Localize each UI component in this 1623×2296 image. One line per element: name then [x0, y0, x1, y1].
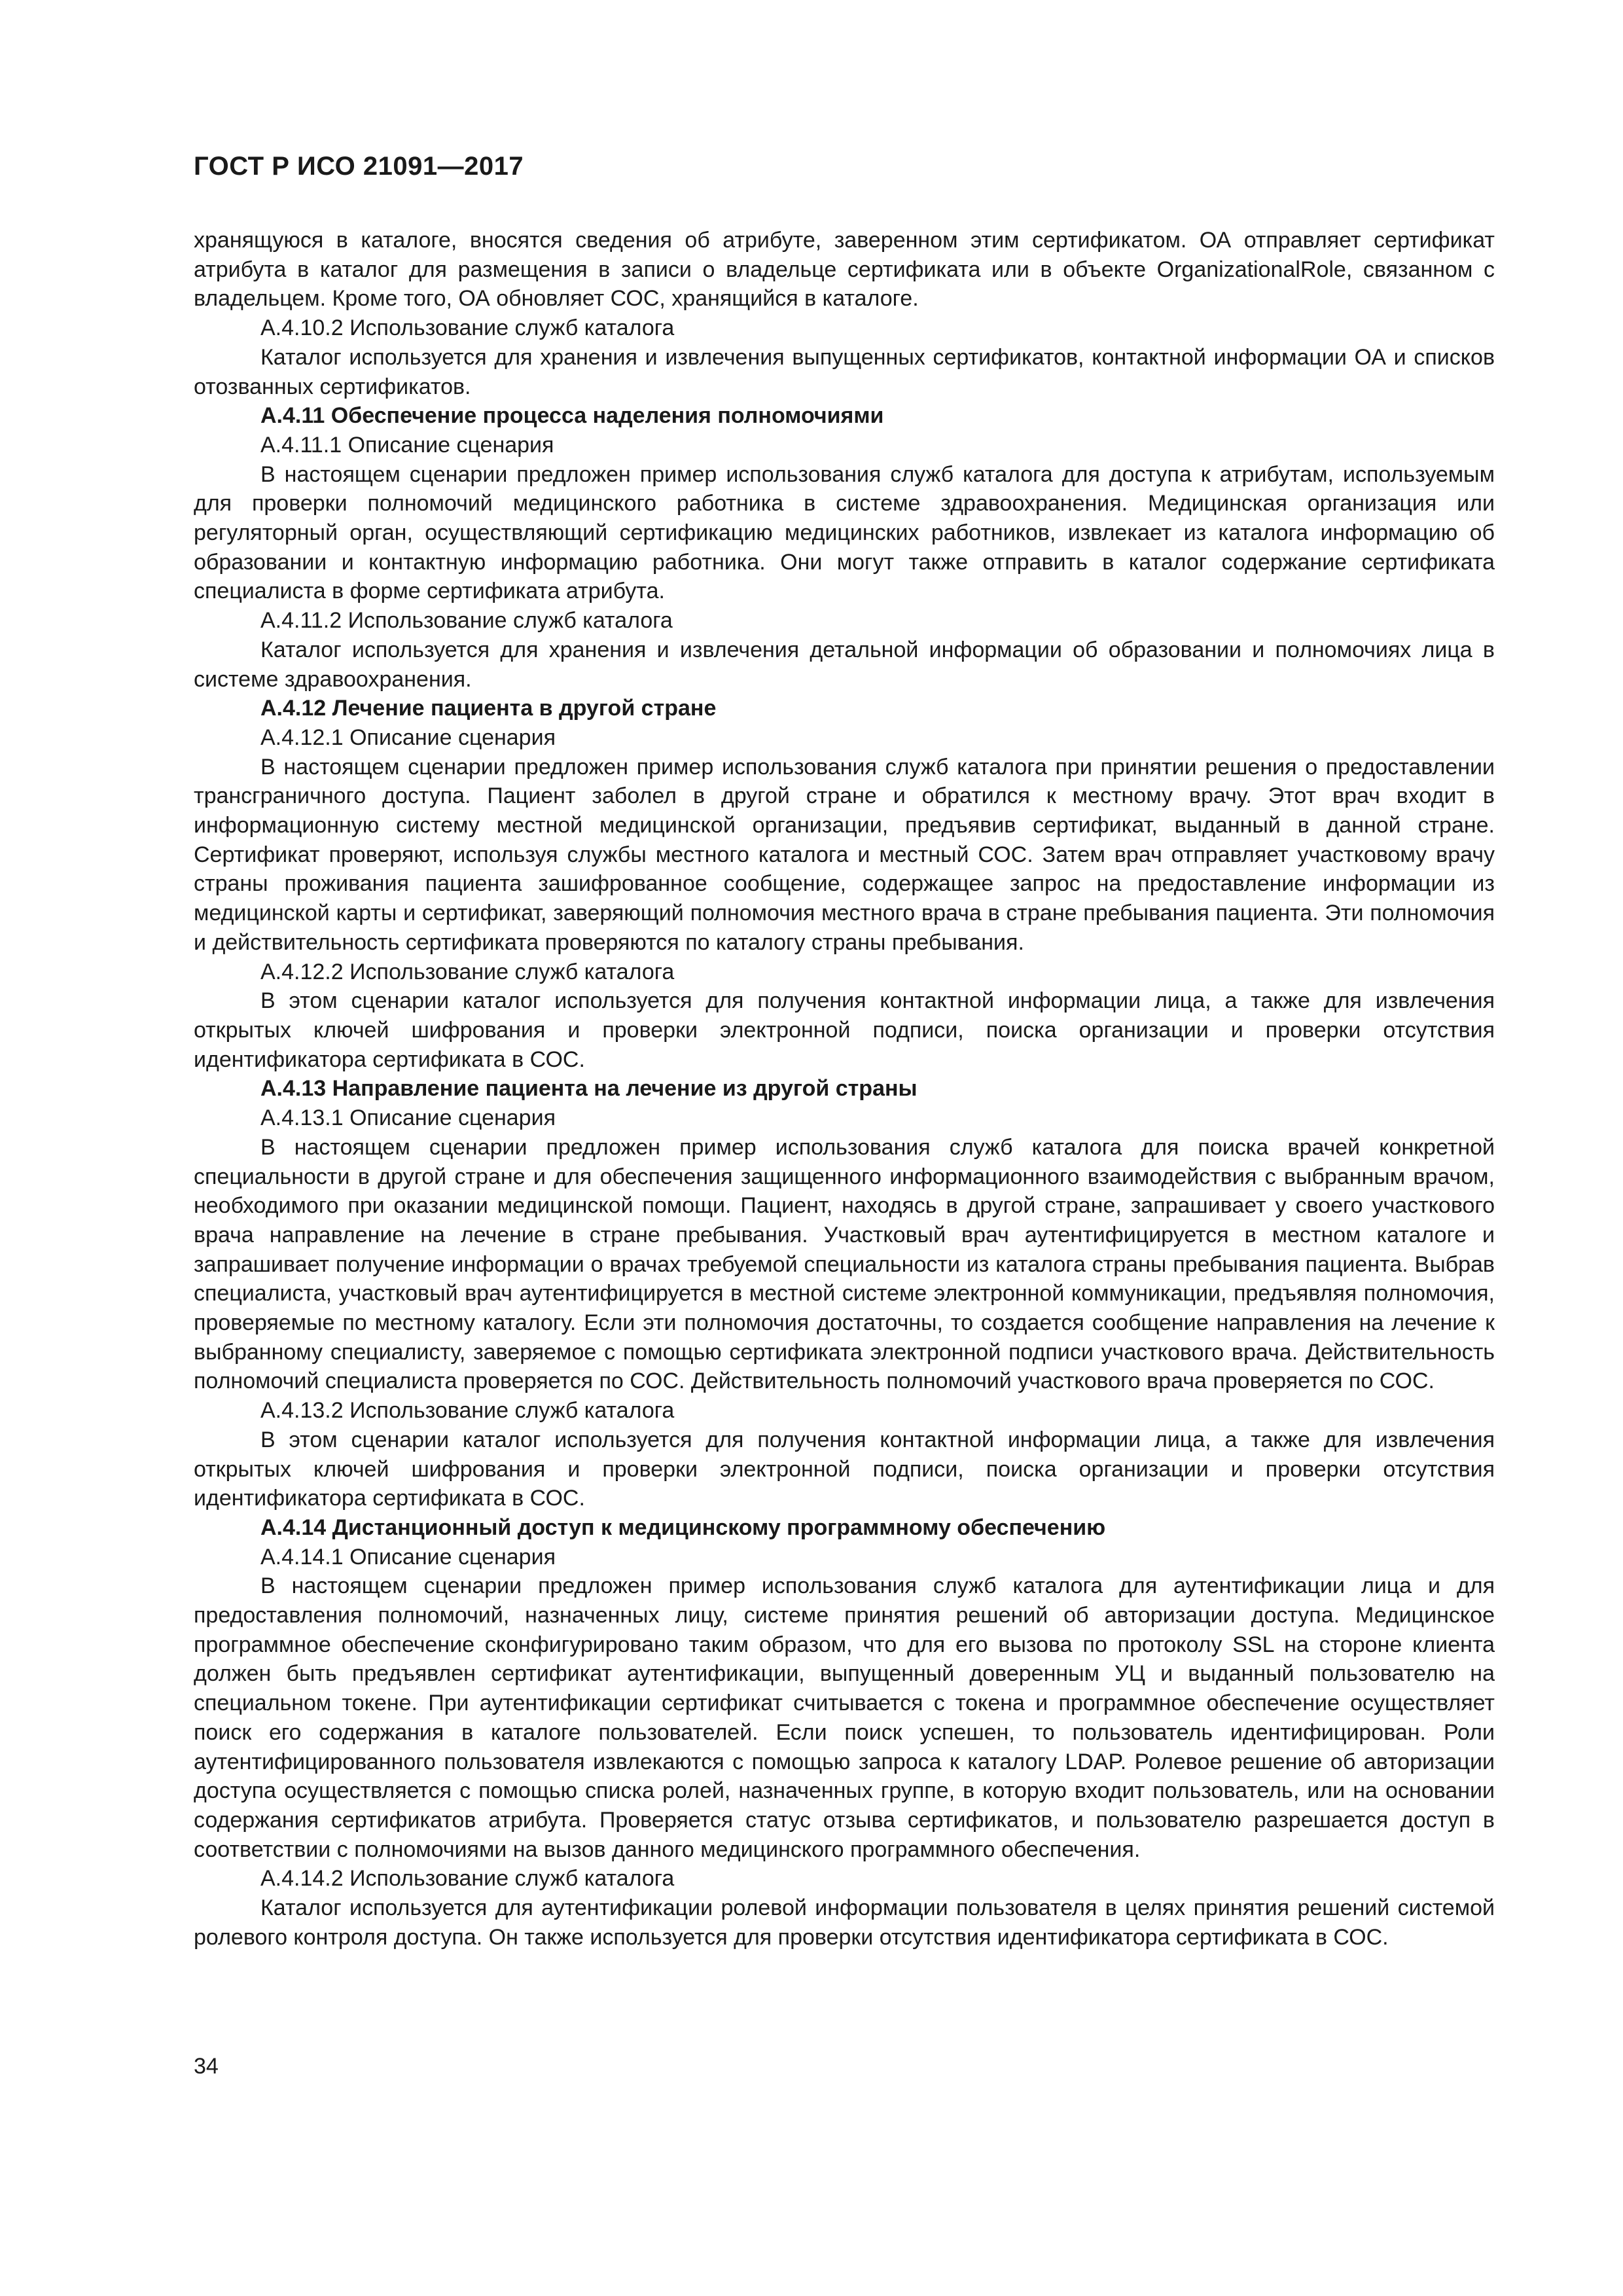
subsection-title: А.4.13.1 Описание сценария [260, 1105, 556, 1131]
section-heading: А.4.11 Обеспечение процесса наделения полномочиями [260, 403, 884, 429]
paragraph: Каталог используется для хранения и извлечения детальной информации об образовании и полномочиях лица в системе здравоохранения. [194, 637, 1495, 692]
paragraph: В настоящем сценарии предложен пример использования служб каталога для аутентификации лица и для предоставления полномочий, назначенных лицу, системе принятия решений об авторизации доступа. Медицинское программное обеспечение сконфигурировано таким образом, что для его вызова по протоколу SSL на стороне клиента должен быть предъявлен сертификат аутентификации, выпущенный доверенным УЦ и выданный пользователю на специальном токене. При аутентификации сертификат считывается с токена и программное обеспечение осуществляет поиск его содержания в каталоге пользователей. Если поиск успешен, то пользователь идентифицирован. Роли аутентифицированного пользователя извлекаются с помощью запроса к каталогу LDAP. Ролевое решение об авторизации доступа осуществляется с помощью списка ролей, назначенных группе, в которую входит пользователь, или на основании содержания сертификатов атрибута. Проверяется статус отзыва сертификатов, и пользователю разрешается доступ в соответствии с полномочиями на вызов данного медицинского программного обеспечения. [194, 1573, 1495, 1862]
paragraph: В этом сценарии каталог используется для получения контактной информации лица, а также для извлечения открытых ключей шифрования и проверки электронной подписи, поиска организации и проверки отсутствия идентификатора сертификата в СОС. [194, 988, 1495, 1072]
paragraph: Каталог используется для аутентификации ролевой информации пользователя в целях принятия решений системой ролевого контроля доступа. Он также используется для проверки отсутствия идентификатора сертификата в СОС. [194, 1895, 1495, 1950]
subsection-title: А.4.13.2 Использование служб каталога [260, 1398, 675, 1424]
section-heading: А.4.13 Направление пациента на лечение из другой страны [260, 1076, 918, 1102]
subsection-title: А.4.11.2 Использование служб каталога [260, 608, 673, 634]
section-heading: А.4.12 Лечение пациента в другой стране [260, 696, 717, 721]
subsection-title: А.4.12.2 Использование служб каталога [260, 959, 675, 984]
paragraph: В настоящем сценарии предложен пример использования служб каталога для поиска врачей конкретной специальности в другой стране и для обеспечения защищенного информационного взаимодействия с выбранным врачом, необходимого при оказании медицинской помощи. Пациент, находясь в другой стране, запрашивает у своего участкового врача направление на лечение в стране пребывания. Участковый врач аутентифицируется в местном каталоге и запрашивает получение информации о врачах требуемой специальности из каталога страны пребывания пациента. Выбрав специалиста, участковый врач аутентифицируется в местной системе электронной коммуникации, предъявляя полномочия, проверяемые по местному каталогу. Если эти полномочия достаточны, то создается сообщение направления на лечение к выбранному специалисту, заверяемое с помощью сертификата электронной подписи участкового врача. Действительность полномочий специалиста проверяется по СОС. Действительность полномочий участкового врача проверяется по СОС. [194, 1134, 1495, 1394]
subsection-title: А.4.10.2 Использование служб каталога [260, 315, 675, 341]
paragraph: Каталог используется для хранения и извлечения выпущенных сертификатов, контактной информации ОА и списков отозванных сертификатов. [194, 344, 1495, 399]
document-body [194, 226, 1495, 1952]
subsection-title: А.4.12.1 Описание сценария [260, 725, 556, 750]
subsection-title: А.4.14.1 Описание сценария [260, 1544, 556, 1570]
paragraph: В этом сценарии каталог используется для получения контактной информации лица, а также для извлечения открытых ключей шифрования и проверки электронной подписи, поиска организации и проверки отсутствия идентификатора сертификата в СОС. [194, 1427, 1495, 1511]
subsection-title: А.4.14.2 Использование служб каталога [260, 1866, 675, 1892]
subsection-title: А.4.11.1 Описание сценария [260, 432, 554, 457]
paragraph: В настоящем сценарии предложен пример использования служб каталога при принятии решения о предоставлении трансграничного доступа. Пациент заболел в другой стране и обратился к местному врачу. Этот врач входит в информационную систему местной медицинской организации, предъявив сертификат, выданный в данной стране. Сертификат проверяют, используя службы местного каталога и местный СОС. Затем врач отправляет участковому врачу страны проживания пациента зашифрованное сообщение, содержащее запрос на предоставление информации из медицинской карты и сертификат, заверяющий полномочия местного врача в стране пребывания пациента. Эти полномочия и действительность сертификата проверяются по каталогу страны пребывания. [194, 754, 1495, 955]
section-heading: А.4.14 Дистанционный доступ к медицинскому программному обеспечению [260, 1515, 1106, 1540]
document-standard-id: ГОСТ Р ИСО 21091—2017 [194, 152, 524, 181]
page-number: 34 [194, 2054, 219, 2079]
paragraph: В настоящем сценарии предложен пример использования служб каталога для доступа к атрибутам, используемым для проверки полномочий медицинского работника в системе здравоохранения. Медицинская организация или регуляторный орган, осуществляющий сертификацию медицинских работников, извлекает из каталога информацию об образовании и контактную информацию работника. Они могут также отправить в каталог содержание сертификата специалиста в форме сертификата атрибута. [194, 461, 1495, 604]
paragraph: хранящуюся в каталоге, вносятся сведения об атрибуте, заверенном этим сертификатом. ОА отправляет сертификат атрибута в каталог для размещения в записи о владельце сертификата или в объекте OrganizationalRole, связанном с владельцем. Кроме того, ОА обновляет СОС, хранящийся в каталоге. [194, 228, 1495, 312]
